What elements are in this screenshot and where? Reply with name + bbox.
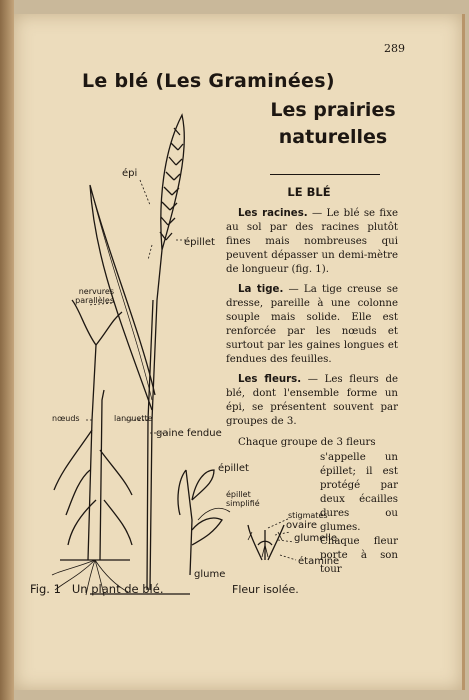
label-stigmates: stigmates: [288, 511, 328, 520]
label-nervures: nervures parallèles: [75, 287, 114, 305]
figure-title: Un plant de blé.: [71, 582, 164, 596]
paragraph-head: Les racines.: [238, 208, 308, 219]
figure-number: Fig. 1: [30, 582, 61, 596]
label-epi: épi: [122, 168, 138, 179]
label-glume: glume: [194, 569, 226, 580]
paragraph-head: La tige.: [238, 284, 284, 295]
label-etamine: étamine: [298, 556, 340, 567]
paragraph-head: Les fleurs.: [238, 374, 302, 385]
paragraph-body: — Le blé se fixe au sol par des racines plutôt fines mais nombreuses qui peuvent dépasser un demi-mètre de longueur (fig. 1).: [226, 208, 398, 275]
label-epillet: épillet: [184, 237, 215, 248]
paragraph-body: — Les fleurs de blé, dont l'ensemble forme un épi, se présentent souvent par groupes de 3.: [226, 374, 398, 427]
page-title: Le blé (Les Graminées): [82, 70, 335, 92]
figure-caption: [30, 582, 164, 596]
label-noeuds: nœuds: [52, 414, 80, 423]
label-ovaire: ovaire: [286, 520, 317, 531]
narrow-text: s'appelle un épillet; il est protégé par deux écailles dures ou glumes. Chaque fleur porte à son tour: [320, 452, 398, 575]
isolated-flower-drawing: [248, 525, 284, 560]
label-epillet-2: épillet: [218, 463, 249, 474]
subtitle-line-1: Les prairies: [270, 99, 396, 121]
label-gaine: gaine fendue: [156, 428, 222, 439]
paragraph-body: — La tige creuse se dresse, pareille à une colonne souple mais solide. Elle est renforcée par les nœuds et surtout par les gaines longues et fendues des feuilles.: [226, 284, 398, 365]
subtitle-line-2: naturelles: [278, 126, 388, 148]
page-number: 289: [384, 42, 405, 55]
label-epillet-simplifie: épillet simplifié: [226, 490, 260, 508]
wheat-ear: [161, 115, 185, 250]
label-glumelle: glumelle: [294, 533, 338, 544]
paragraph-chaque: Chaque groupe de 3 fleurs: [238, 437, 376, 448]
spikelet-drawing: [178, 470, 214, 575]
caption-fleur-isolee: Fleur isolée.: [232, 583, 299, 596]
label-languette: languette: [114, 414, 153, 423]
section-title: LE BLÉ: [287, 185, 331, 199]
